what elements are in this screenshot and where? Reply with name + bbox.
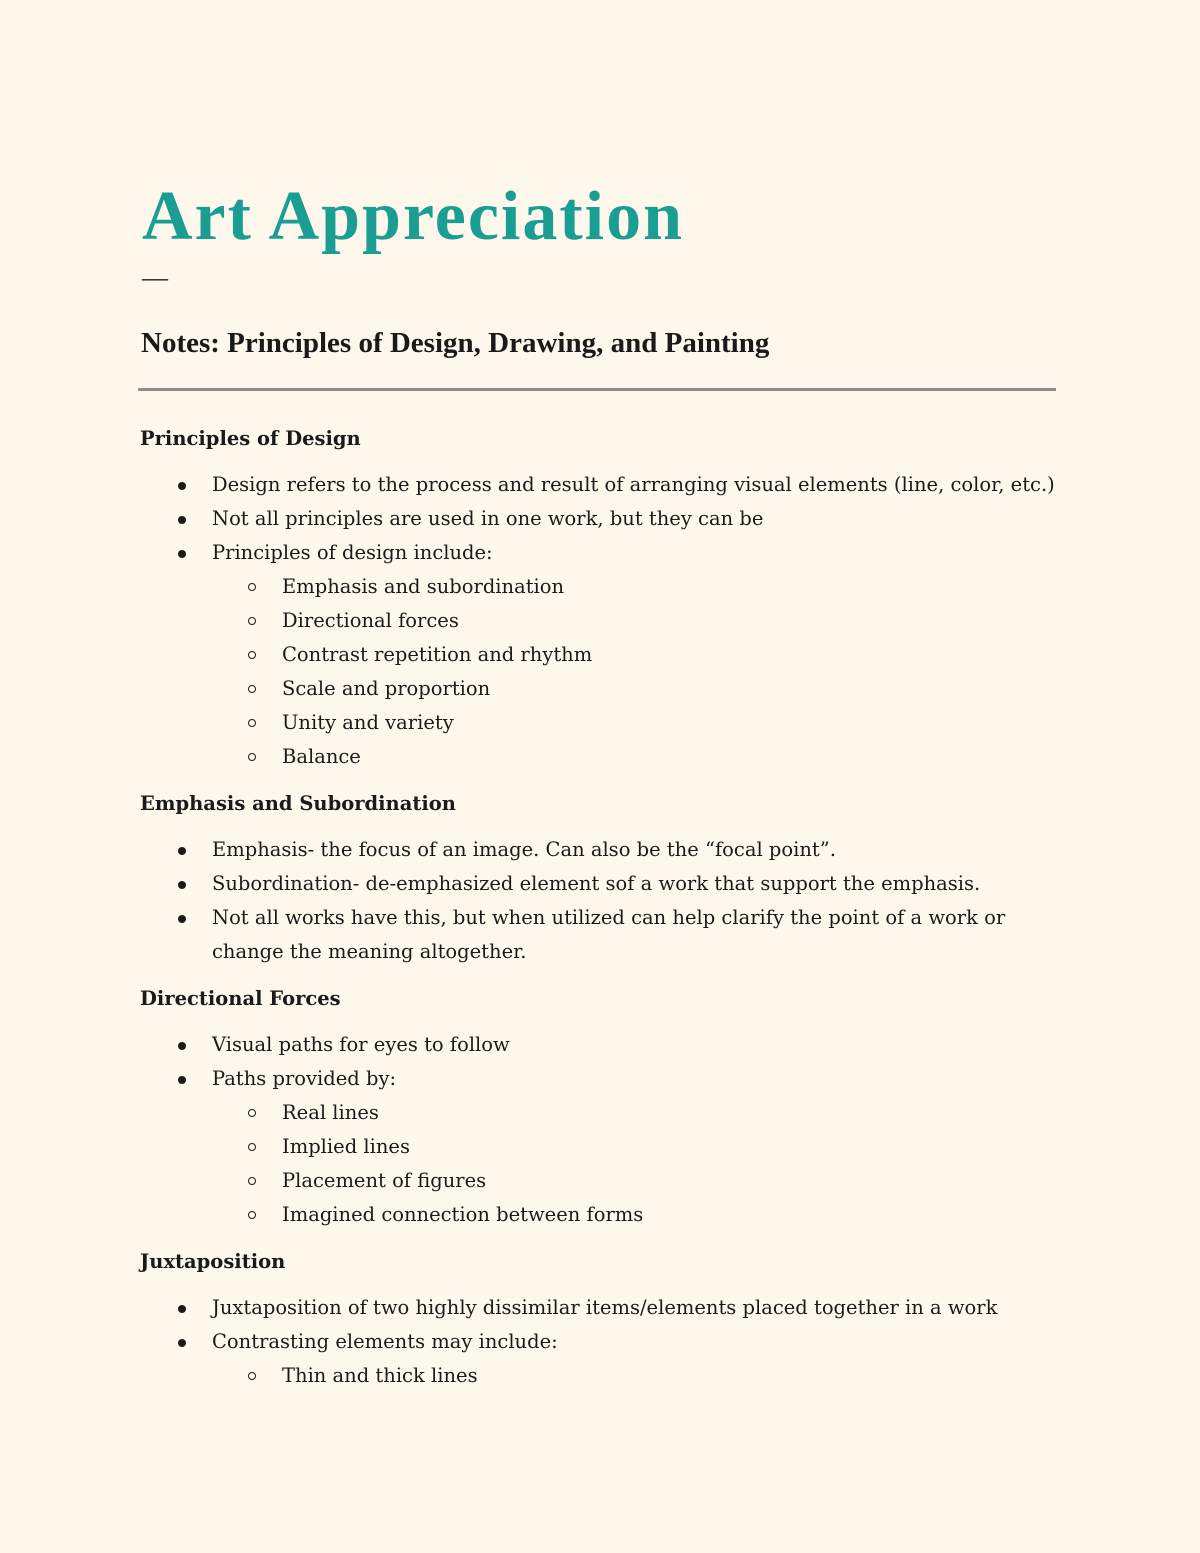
sub-list-item-text: Thin and thick lines bbox=[282, 1364, 478, 1387]
sub-list-item-text: Directional forces bbox=[282, 609, 459, 632]
list-item bbox=[140, 468, 1060, 502]
bullet-icon bbox=[178, 915, 186, 923]
list-item-text: Principles of design include: bbox=[212, 541, 493, 564]
sub-list-item bbox=[211, 706, 1060, 740]
sub-list-item-text: Emphasis and subordination bbox=[282, 575, 565, 598]
hollow-bullet-icon bbox=[248, 1143, 256, 1151]
sub-list-item-text: Implied lines bbox=[282, 1135, 410, 1158]
hollow-bullet-icon bbox=[248, 685, 256, 693]
sub-list-item bbox=[211, 740, 1060, 774]
sub-list-item bbox=[211, 570, 1060, 604]
section-heading-emphasis-and-subordination: Emphasis and Subordination bbox=[140, 792, 456, 815]
bullet-icon bbox=[178, 516, 186, 524]
list-item-text: Design refers to the process and result of arranging visual elements (line, color, etc.) bbox=[212, 473, 1055, 496]
sub-list-item bbox=[211, 1096, 1060, 1130]
list-item bbox=[140, 536, 1060, 774]
list-item-text: Not all principles are used in one work, but they can be bbox=[212, 507, 764, 530]
document-subtitle: Notes: Principles of Design, Drawing, and Painting bbox=[141, 327, 770, 359]
sub-list-item bbox=[211, 1130, 1060, 1164]
list-item-text: Paths provided by: bbox=[212, 1067, 397, 1090]
hollow-bullet-icon bbox=[248, 651, 256, 659]
hollow-bullet-icon bbox=[248, 583, 256, 591]
section-heading-principles-of-design: Principles of Design bbox=[140, 427, 361, 450]
bullet-icon bbox=[178, 1076, 186, 1084]
sub-bullet-list bbox=[212, 1096, 1060, 1232]
bullet-icon bbox=[178, 847, 186, 855]
sub-list-item bbox=[211, 1359, 1060, 1393]
sub-list-item-text: Contrast repetition and rhythm bbox=[282, 643, 593, 666]
sub-list-item bbox=[211, 1164, 1060, 1198]
hollow-bullet-icon bbox=[248, 719, 256, 727]
bullet-icon bbox=[178, 482, 186, 490]
list-item bbox=[140, 1325, 1060, 1393]
list-item-text: Contrasting elements may include: bbox=[212, 1330, 558, 1353]
list-item bbox=[140, 867, 1060, 901]
bullet-icon bbox=[178, 550, 186, 558]
list-item-text: Subordination- de-emphasized element sof a work that support the emphasis. bbox=[212, 872, 981, 895]
sub-bullet-list bbox=[212, 1359, 1060, 1393]
list-item bbox=[140, 833, 1060, 867]
list-item bbox=[140, 1062, 1060, 1232]
notes-content bbox=[140, 426, 1060, 1410]
bullet-list bbox=[140, 833, 1060, 969]
horizontal-rule bbox=[138, 388, 1056, 391]
bullet-list bbox=[140, 1291, 1060, 1393]
list-item bbox=[140, 1028, 1060, 1062]
bullet-icon bbox=[178, 1305, 186, 1313]
sub-list-item-text: Unity and variety bbox=[282, 711, 454, 734]
hollow-bullet-icon bbox=[248, 1109, 256, 1117]
bullet-icon bbox=[178, 1339, 186, 1347]
sub-list-item-text: Placement of figures bbox=[282, 1169, 487, 1192]
list-item bbox=[140, 901, 1060, 969]
title-dash: — bbox=[142, 263, 168, 292]
list-item bbox=[140, 1291, 1060, 1325]
hollow-bullet-icon bbox=[248, 617, 256, 625]
hollow-bullet-icon bbox=[248, 753, 256, 761]
bullet-list bbox=[140, 1028, 1060, 1232]
sub-bullet-list bbox=[212, 570, 1060, 774]
section-heading-juxtaposition: Juxtaposition bbox=[140, 1250, 286, 1273]
bullet-icon bbox=[178, 881, 186, 889]
list-item-text: Visual paths for eyes to follow bbox=[212, 1033, 510, 1056]
sub-list-item-text: Balance bbox=[282, 745, 361, 768]
sub-list-item-text: Scale and proportion bbox=[282, 677, 491, 700]
hollow-bullet-icon bbox=[248, 1177, 256, 1185]
list-item-text: Emphasis- the focus of an image. Can also be the “focal point”. bbox=[212, 838, 836, 861]
hollow-bullet-icon bbox=[248, 1211, 256, 1219]
bullet-list bbox=[140, 468, 1060, 774]
sub-list-item bbox=[211, 604, 1060, 638]
list-item-text: Juxtaposition of two highly dissimilar items/elements placed together in a work bbox=[212, 1296, 998, 1319]
sub-list-item-text: Real lines bbox=[282, 1101, 379, 1124]
bullet-icon bbox=[178, 1042, 186, 1050]
list-item bbox=[140, 502, 1060, 536]
list-item-text: Not all works have this, but when utilized can help clarify the point of a work or change the meaning altogether. bbox=[212, 906, 1006, 963]
sub-list-item bbox=[211, 1198, 1060, 1232]
sub-list-item bbox=[211, 638, 1060, 672]
sub-list-item-text: Imagined connection between forms bbox=[282, 1203, 644, 1226]
hollow-bullet-icon bbox=[248, 1372, 256, 1380]
document-title: Art Appreciation bbox=[142, 178, 685, 255]
sub-list-item bbox=[211, 672, 1060, 706]
section-heading-directional-forces: Directional Forces bbox=[140, 987, 341, 1010]
